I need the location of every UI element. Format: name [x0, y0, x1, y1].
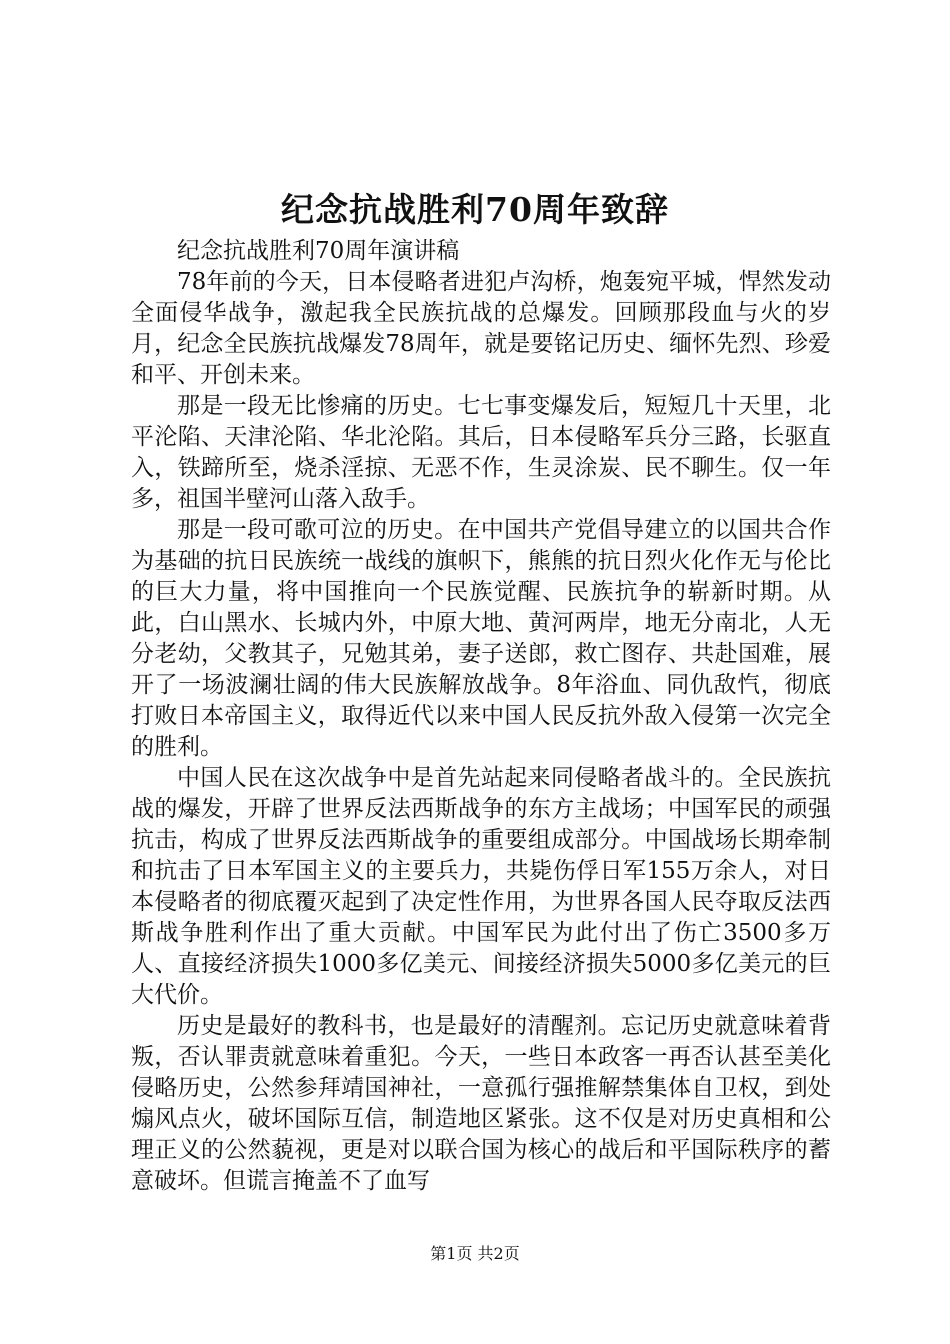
body-paragraph: 那是一段可歌可泣的历史。在中国共产党倡导建立的以国共合作为基础的抗日民族统一战线的旗帜下，熊熊的抗日烈火化作无与伦比的巨大力量，将中国推向一个民族觉醒、民族抗争的崭新时期。从此，白山黑水、长城内外，中原大地、黄河两岸，地无分南北，人无分老幼，父教其子，兄勉其弟，妻子送郎，救亡图存、共赴国难，展开了一场波澜壮阔的伟大民族解放战争。8年浴血、同仇敌忾，彻底打败日本帝国主义，取得近代以来中国人民反抗外敌入侵第一次完全的胜利。 — [131, 517, 831, 760]
body-paragraph: 中国人民在这次战争中是首先站起来同侵略者战斗的。全民族抗战的爆发，开辟了世界反法西斯战争的东方主战场；中国军民的顽强抗击，构成了世界反法西斯战争的重要组成部分。中国战场长期牵制和抗击了日本军国主义的主要兵力，共毙伤俘日军155万余人，对日本侵略者的彻底覆灭起到了决定性作用，为世界各国人民夺取反法西斯战争胜利作出了重大贡献。中国军民为此付出了伤亡3500多万人、直接经济损失1000多亿美元、间接经济损失5000多亿美元的巨大代价。 — [131, 765, 831, 1008]
speech-subtitle-paragraph: 纪念抗战胜利70周年演讲稿 — [177, 238, 460, 264]
body-paragraph: 78年前的今天，日本侵略者进犯卢沟桥，炮轰宛平城，悍然发动全面侵华战争，激起我全民族抗战的总爆发。回顾那段血与火的岁月，纪念全民族抗战爆发78周年，就是要铭记历史、缅怀先烈、珍爱和平、开创未来。 — [131, 269, 831, 388]
page-number-footer: 第1页 共2页 — [430, 1244, 520, 1263]
document-body — [131, 236, 831, 1197]
body-paragraph: 历史是最好的教科书，也是最好的清醒剂。忘记历史就意味着背叛，否认罪责就意味着重犯。今天，一些日本政客一再否认甚至美化侵略历史，公然参拜靖国神社，一意孤行强推解禁集体自卫权，到处煽风点火，破坏国际互信，制造地区紧张。这不仅是对历史真相和公理正义的公然藐视，更是对以联合国为核心的战后和平国际秩序的蓄意破坏。但谎言掩盖不了血写 — [131, 1013, 831, 1194]
body-paragraph: 那是一段无比惨痛的历史。七七事变爆发后，短短几十天里，北平沦陷、天津沦陷、华北沦陷。其后，日本侵略军兵分三路，长驱直入，铁蹄所至，烧杀淫掠、无恶不作，生灵涂炭、民不聊生。仅一年多，祖国半壁河山落入敌手。 — [131, 393, 831, 512]
document-title: 纪念抗战胜利70周年致辞 — [281, 190, 669, 229]
